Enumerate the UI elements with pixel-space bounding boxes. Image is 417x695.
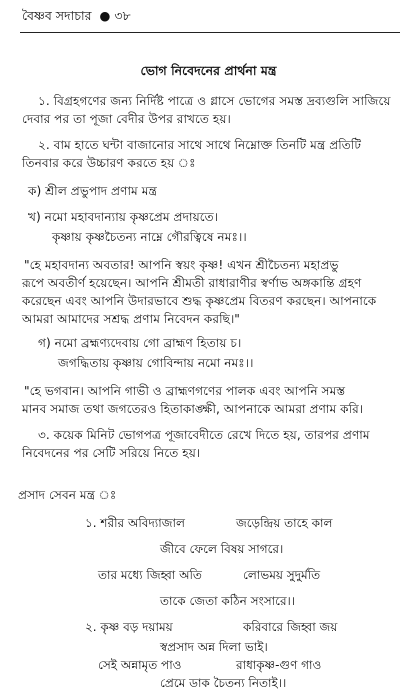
item-ga-line2: জগদ্ধিতায় কৃষ্ণায় গোবিন্দায় নমো নমঃ।।: [58, 356, 254, 370]
prasad-heading: প্রসাদ সেবন মন্ত্র ঃ: [18, 488, 117, 502]
para3-line2: নিবেদনের পর সেটি সরিয়ে নিতে হয়।: [22, 446, 201, 460]
verse1-line3b: লোভময় সুদুর্মতি: [243, 568, 321, 582]
para1-line1: ১. বিগ্রহগণের জন্য নির্দিষ্ট পাত্রে ও গ্লাসে ভোগের সমস্ত দ্রব্যগুলি সাজিয়ে: [38, 94, 391, 108]
verse1-line3a: তার মধ্যে জিহ্বা অতি: [98, 568, 202, 582]
verse2-line1b: করিবারে জিহ্বা জয়: [243, 620, 338, 634]
section-title: ভোগ নিবেদনের প্রার্থনা মন্ত্র: [140, 63, 277, 78]
item-kha-line1: খ) নমো মহাবদান্যায় কৃষ্ণপ্রেম প্রদায়তে।: [28, 210, 219, 224]
translation-ga-line2: মানব সমাজ তথা জগতেরও হিতাকাঙ্ক্ষী, আপনাকে আমরা প্রণাম করি।: [22, 402, 364, 416]
verse2-line2: স্বপ্রসাদ অন্ন দিলা ভাই।: [160, 640, 268, 654]
item-kha-line2: কৃষ্ণায় কৃষ্ণচৈতন্য নাম্নে গৌরত্বিষে নমঃ।।: [52, 230, 247, 244]
para3-line1: ৩. কয়েক মিনিট ভোগপত্র পূজাবেদীতে রেখে দিতে হয়, তারপর প্রণাম: [38, 428, 370, 442]
verse1-line2: জীবে ফেলে বিষয় সাগরে।: [160, 542, 284, 556]
para1-line2: দেবার পর তা পূজা বেদীর উপর রাখতে হয়।: [22, 112, 231, 126]
verse2-line4: প্রেমে ডাক চৈতন্য নিতাই।।: [160, 676, 287, 690]
item-ka: ক) শ্রীল প্রভুপাদ প্রণাম মন্ত্র: [28, 184, 157, 198]
verse2-line3a: সেই অন্নামৃত পাও: [98, 658, 182, 672]
verse2-line3b: রাধাকৃষ্ণ-গুণ গাও: [236, 658, 322, 672]
translation-ga-line1: "হে ভগবান। আপনি গাভী ও ব্রাহ্মণগণের পালক এবং আপনি সমস্ত: [24, 384, 346, 398]
header-divider: [20, 32, 400, 33]
verse1-line1a: ১. শরীর অবিদ্যাজাল: [85, 516, 185, 530]
verse2-line1a: ২. কৃষ্ণ বড় দয়াময়: [85, 620, 173, 634]
verse1-line1b: জড়েন্দ্রিয় তাহে কাল: [236, 516, 333, 530]
translation-kha-line1: "হে মহাবদান্য অবতার! আপনি স্বয়ং কৃষ্ণ! এখন শ্রীচৈতন্য মহাপ্রভু: [24, 258, 339, 272]
running-title: বৈষ্ণব সদাচার: [22, 8, 92, 23]
translation-kha-line4: আমরা আমাদের সশ্রদ্ধ প্রণাম নিবেদন করছি।": [22, 312, 240, 326]
page-number: ● ৩৮: [99, 8, 131, 23]
para2-line1: ২. বাম হাতে ঘন্টা বাজানোর সাথে সাথে নিম্নোক্ত তিনটি মন্ত্র প্রতিটি: [38, 138, 362, 152]
running-header: [22, 8, 131, 28]
translation-kha-line3: করেছেন এবং আপনি উদারভাবে শুদ্ধ কৃষ্ণপ্রেম বিতরণ করছেন। আপনাকে: [22, 294, 377, 308]
verse1-line4: তাকে জেতা কঠিন সংসারে।।: [160, 594, 296, 608]
para2-line2: তিনবার করে উচ্চারণ করতে হয় ঃ: [22, 156, 196, 170]
translation-kha-line2: রূপে অবতীর্ণ হয়েছেন। আপনি শ্রীমতী রাধারাণীর স্বর্ণাভ অঙ্গকান্তি গ্রহণ: [22, 276, 362, 290]
item-ga-line1: গ) নমো ব্রহ্মণ্যদেবায় গো ব্রাহ্মণ হিতায় চ।: [38, 336, 242, 350]
